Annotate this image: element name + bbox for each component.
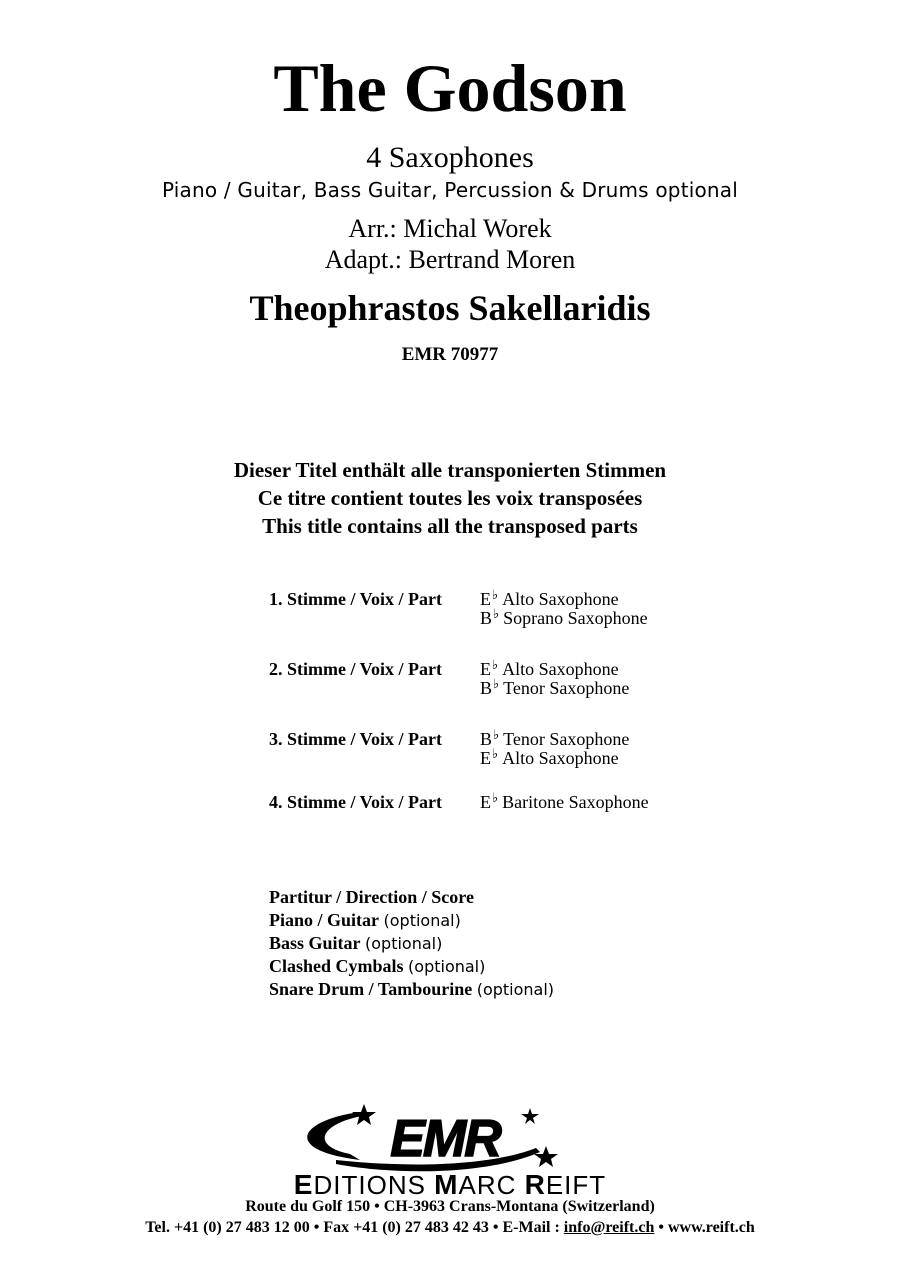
part-instrument: E♭ Alto Saxophone	[480, 746, 619, 768]
note-french: Ce titre contient toutes les voix transposées	[257, 486, 643, 510]
flat-symbol: ♭	[493, 727, 500, 742]
part-instrument: B♭ Soprano Saxophone	[480, 606, 648, 628]
publisher-contact: Tel. +41 (0) 27 483 12 00 • Fax +41 (0) 27 483 42 43 • E-Mail : info@reift.ch • www.reift.ch	[145, 1219, 755, 1236]
piece-title: The Godson	[273, 50, 627, 126]
transposed-notes	[0, 456, 900, 540]
extra-part: Partitur / Direction / Score	[269, 887, 474, 907]
part-label: 1. Stimme / Voix / Part	[269, 589, 442, 609]
part-instrument: E♭ Baritone Saxophone	[480, 790, 649, 812]
note-english: This title contains all the transposed parts	[262, 514, 638, 538]
flat-symbol: ♭	[493, 676, 500, 691]
flat-symbol: ♭	[492, 587, 499, 602]
flat-symbol: ♭	[492, 746, 499, 761]
flat-symbol: ♭	[492, 790, 499, 805]
extra-part: Piano / Guitar (optional)	[269, 910, 461, 930]
catalog-code: EMR 70977	[401, 344, 499, 365]
publisher-address: Route du Golf 150 • CH-3963 Crans-Montana (Switzerland)	[245, 1198, 655, 1215]
part-instrument: E♭ Alto Saxophone	[480, 587, 619, 609]
part-label: 3. Stimme / Voix / Part	[269, 729, 442, 749]
logo-emr-text: EMR	[390, 1110, 500, 1168]
note-german: Dieser Titel enthält alle transponierten Stimmen	[233, 458, 667, 482]
composer: Theophrastos Sakellaridis	[249, 288, 651, 328]
adapter: Adapt.: Bertrand Moren	[324, 245, 576, 274]
extra-part: Clashed Cymbals (optional)	[269, 956, 486, 976]
publisher-name: EDITIONS MARC REIFT	[293, 1169, 607, 1198]
extra-parts-list	[269, 886, 554, 1001]
email-link[interactable]: info@reift.ch	[563, 1219, 655, 1236]
arranger: Arr.: Michal Worek	[348, 214, 552, 243]
instrumentation: 4 Saxophones	[366, 141, 534, 174]
part-label: 4. Stimme / Voix / Part	[269, 792, 442, 812]
flat-symbol: ♭	[492, 657, 499, 672]
extra-part: Bass Guitar (optional)	[269, 933, 443, 953]
extra-part: Snare Drum / Tambourine (optional)	[269, 979, 555, 999]
part-label: 2. Stimme / Voix / Part	[269, 659, 442, 679]
part-instrument: E♭ Alto Saxophone	[480, 657, 619, 679]
part-instrument: B♭ Tenor Saxophone	[480, 727, 630, 749]
optional-instruments: Piano / Guitar, Bass Guitar, Percussion & Drums optional	[161, 178, 739, 202]
flat-symbol: ♭	[493, 606, 500, 621]
part-instrument: B♭ Tenor Saxophone	[480, 676, 630, 698]
emr-logo	[240, 1102, 660, 1198]
